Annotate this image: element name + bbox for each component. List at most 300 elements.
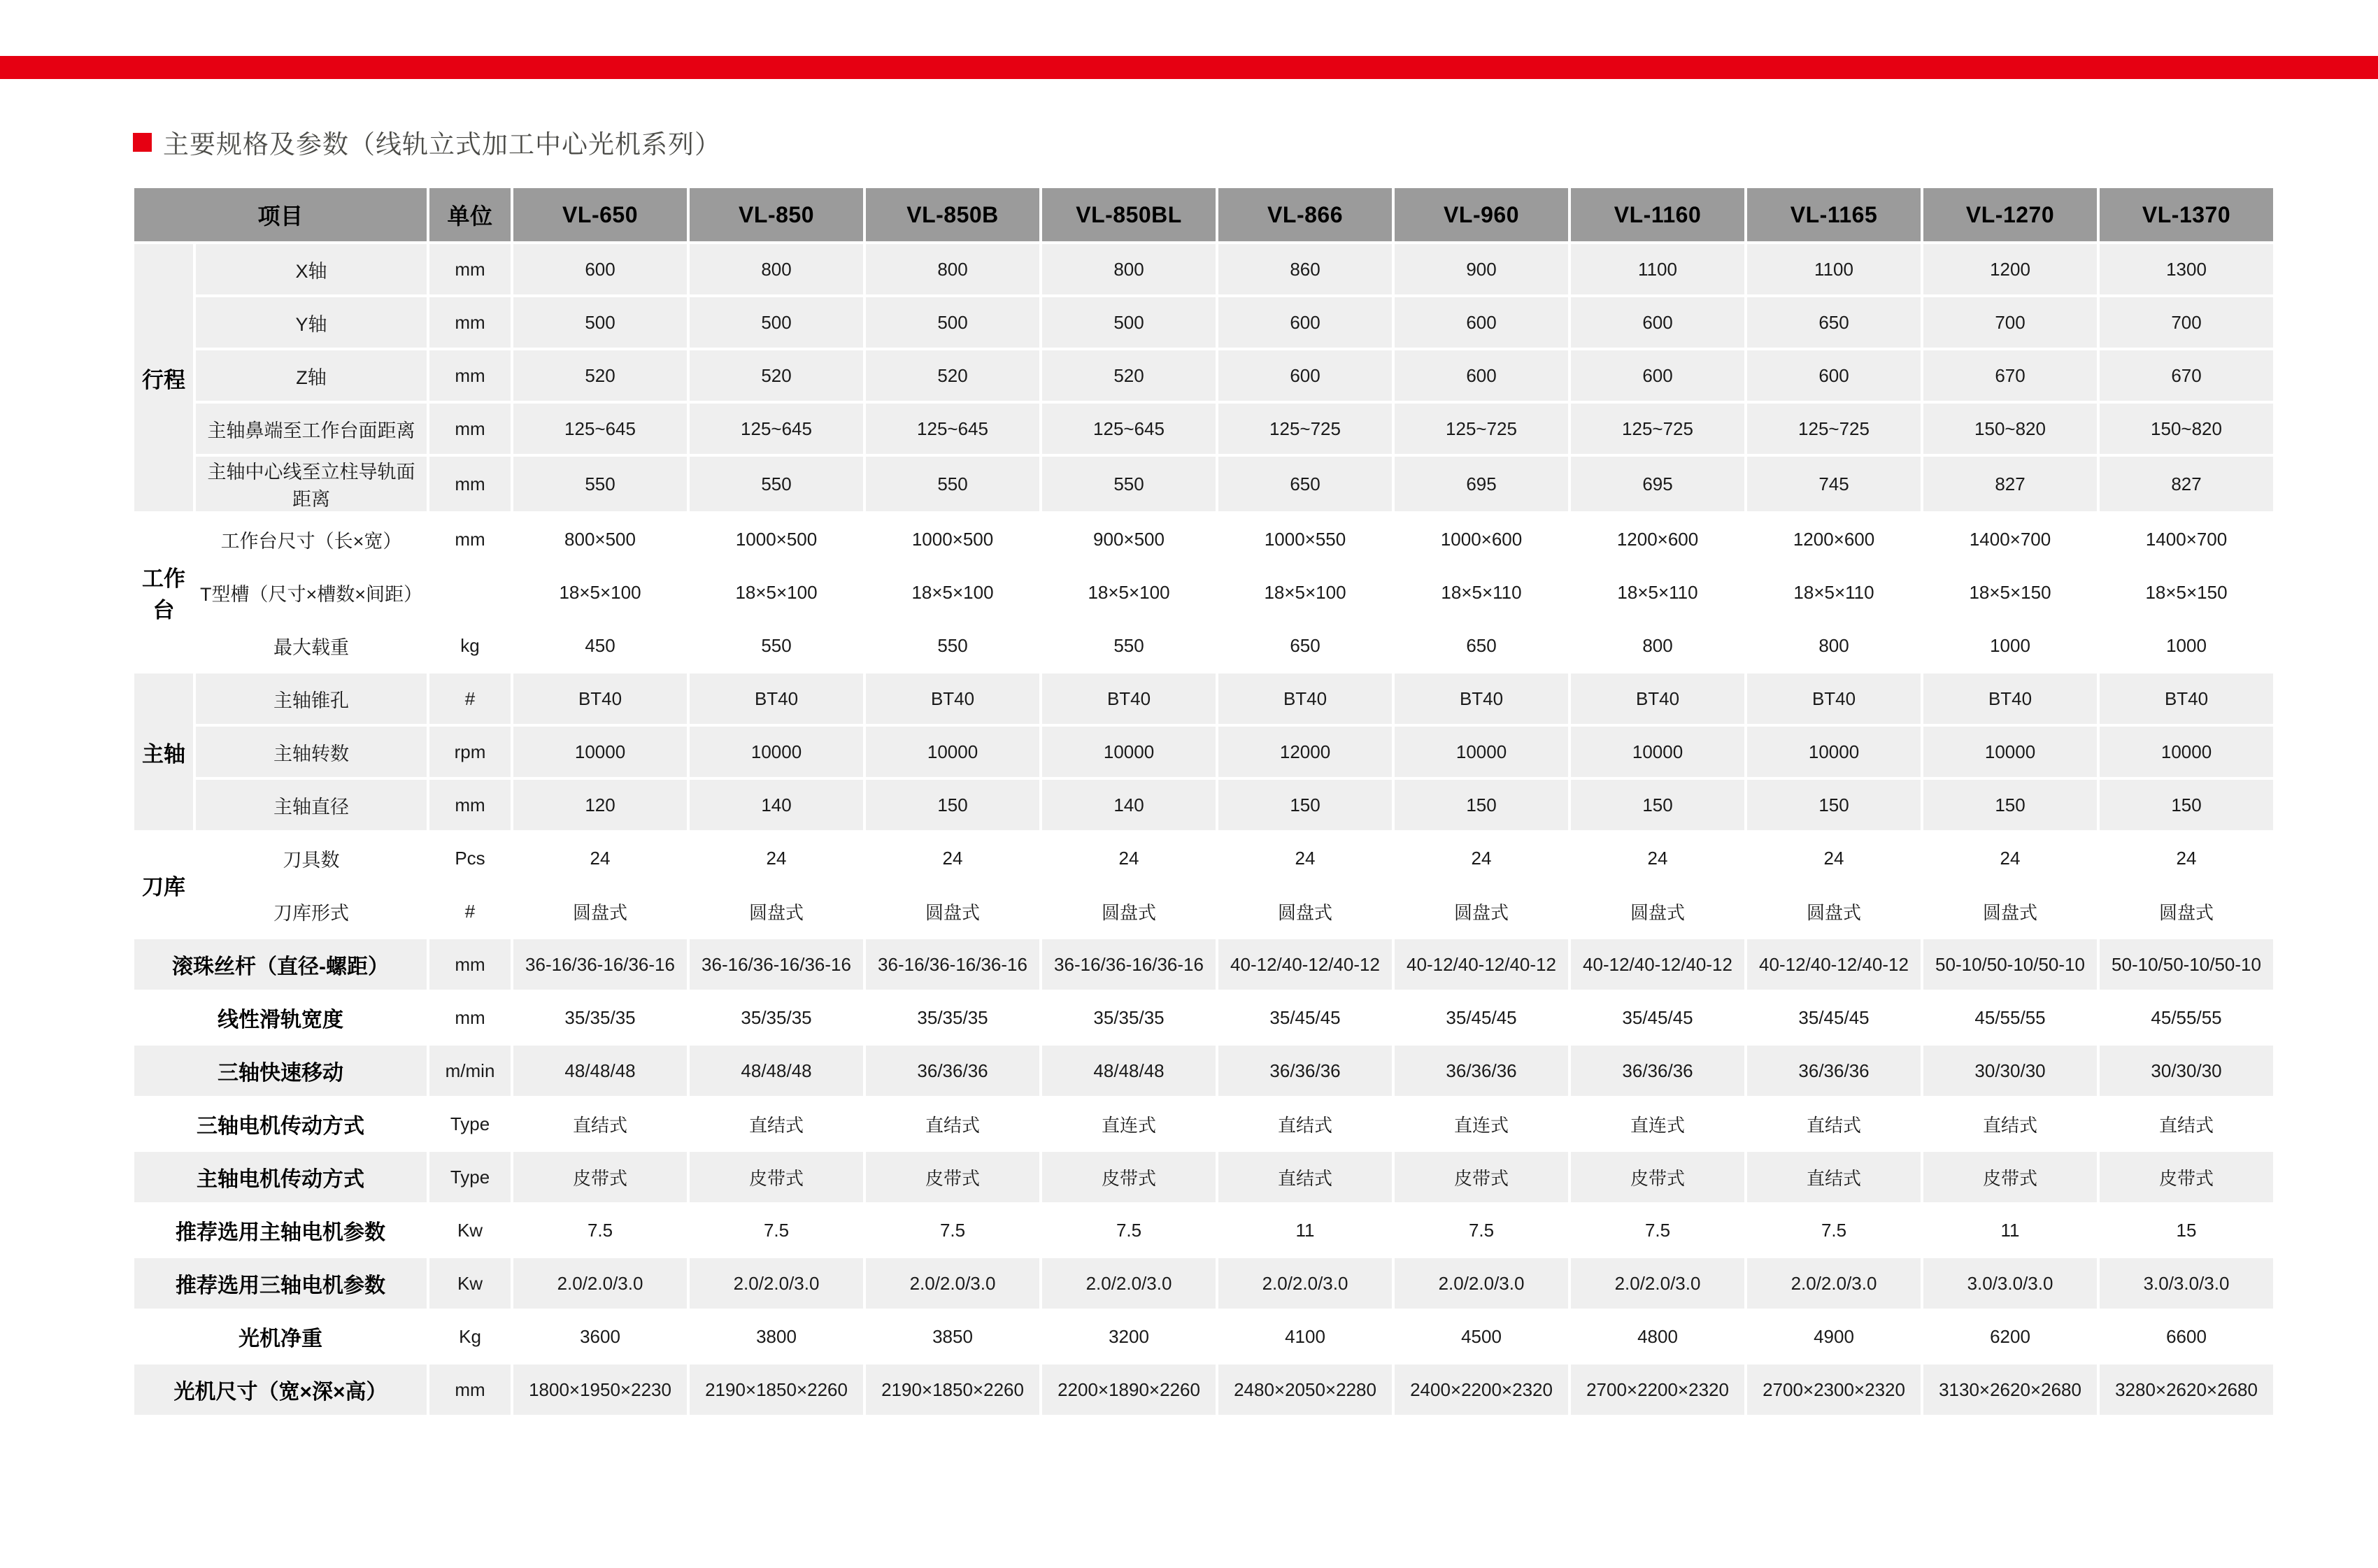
spec-cell: 125~645 bbox=[690, 404, 863, 454]
spec-cell: 皮带式 bbox=[1571, 1152, 1744, 1202]
spec-cell: 11 bbox=[1218, 1205, 1392, 1255]
spec-cell: 120 bbox=[513, 780, 687, 830]
spec-cell: 40-12/40-12/40-12 bbox=[1747, 939, 1921, 990]
spec-cell: 3.0/3.0/3.0 bbox=[1923, 1258, 2097, 1309]
spec-cell: 1400×700 bbox=[1923, 514, 2097, 564]
spec-cell: 35/45/45 bbox=[1571, 992, 1744, 1043]
spec-cell: 1000×500 bbox=[690, 514, 863, 564]
spec-cell: 670 bbox=[1923, 350, 2097, 401]
spec-cell: 150 bbox=[1747, 780, 1921, 830]
spec-cell: 150 bbox=[1218, 780, 1392, 830]
spec-cell: 2.0/2.0/3.0 bbox=[1571, 1258, 1744, 1309]
spec-cell: BT40 bbox=[1571, 673, 1744, 724]
spec-cell: 3.0/3.0/3.0 bbox=[2100, 1258, 2273, 1309]
spec-cell: 125~725 bbox=[1571, 404, 1744, 454]
unit-cell: mm bbox=[429, 457, 511, 511]
unit-cell: m/min bbox=[429, 1046, 511, 1096]
spec-cell: 1000×500 bbox=[866, 514, 1039, 564]
spec-cell: 3850 bbox=[866, 1311, 1039, 1362]
spec-cell: 皮带式 bbox=[866, 1152, 1039, 1202]
spec-cell: 直结式 bbox=[690, 1099, 863, 1149]
spec-cell: 24 bbox=[1218, 833, 1392, 883]
spec-cell: 4900 bbox=[1747, 1311, 1921, 1362]
spec-cell: 11 bbox=[1923, 1205, 2097, 1255]
spec-cell: 36/36/36 bbox=[866, 1046, 1039, 1096]
spec-cell: 圆盘式 bbox=[866, 886, 1039, 936]
spec-cell: 6200 bbox=[1923, 1311, 2097, 1362]
spec-cell: 24 bbox=[2100, 833, 2273, 883]
spec-cell: 520 bbox=[513, 350, 687, 401]
spec-cell: 皮带式 bbox=[513, 1152, 687, 1202]
spec-cell: 35/45/45 bbox=[1747, 992, 1921, 1043]
spec-cell: 600 bbox=[1571, 350, 1744, 401]
spec-cell: 直结式 bbox=[1218, 1152, 1392, 1202]
spec-cell: 1000 bbox=[2100, 620, 2273, 671]
spec-cell: 7.5 bbox=[866, 1205, 1039, 1255]
spec-cell: 7.5 bbox=[690, 1205, 863, 1255]
spec-cell: 36-16/36-16/36-16 bbox=[1042, 939, 1216, 990]
spec-cell: 550 bbox=[513, 457, 687, 511]
spec-cell: 600 bbox=[513, 244, 687, 294]
table-row bbox=[134, 350, 2273, 401]
row-label: X轴 bbox=[196, 244, 427, 294]
spec-cell: 10000 bbox=[1571, 727, 1744, 777]
spec-cell: 1000×600 bbox=[1395, 514, 1568, 564]
spec-cell: 18×5×100 bbox=[690, 567, 863, 618]
header-model: VL-1165 bbox=[1747, 188, 1921, 241]
table-row bbox=[134, 404, 2273, 454]
spec-cell: 直结式 bbox=[1923, 1099, 2097, 1149]
spec-cell: 直连式 bbox=[1395, 1099, 1568, 1149]
spec-cell: 7.5 bbox=[513, 1205, 687, 1255]
spec-cell: 35/45/45 bbox=[1218, 992, 1392, 1043]
spec-cell: 36/36/36 bbox=[1747, 1046, 1921, 1096]
spec-cell: 直结式 bbox=[1747, 1152, 1921, 1202]
spec-cell: 500 bbox=[866, 297, 1039, 348]
spec-cell: 圆盘式 bbox=[1218, 886, 1392, 936]
row-label: 推荐选用主轴电机参数 bbox=[134, 1205, 427, 1255]
spec-cell: 1200×600 bbox=[1747, 514, 1921, 564]
row-label: 三轴快速移动 bbox=[134, 1046, 427, 1096]
table-row bbox=[134, 886, 2273, 936]
spec-cell: 直结式 bbox=[513, 1099, 687, 1149]
spec-cell: 直结式 bbox=[1747, 1099, 1921, 1149]
spec-cell: 24 bbox=[1042, 833, 1216, 883]
group-label: 工作台 bbox=[134, 514, 193, 671]
spec-cell: 2.0/2.0/3.0 bbox=[1042, 1258, 1216, 1309]
spec-cell: 800 bbox=[866, 244, 1039, 294]
spec-cell: 10000 bbox=[1395, 727, 1568, 777]
spec-cell: 10000 bbox=[1042, 727, 1216, 777]
unit-cell: mm bbox=[429, 244, 511, 294]
spec-cell: BT40 bbox=[866, 673, 1039, 724]
spec-cell: 125~645 bbox=[513, 404, 687, 454]
spec-cell: 18×5×100 bbox=[513, 567, 687, 618]
unit-cell: mm bbox=[429, 350, 511, 401]
spec-cell: 650 bbox=[1747, 297, 1921, 348]
spec-cell: 30/30/30 bbox=[2100, 1046, 2273, 1096]
unit-cell: Kw bbox=[429, 1205, 511, 1255]
spec-cell: BT40 bbox=[1042, 673, 1216, 724]
unit-cell: rpm bbox=[429, 727, 511, 777]
spec-cell: 900×500 bbox=[1042, 514, 1216, 564]
spec-cell: 10000 bbox=[2100, 727, 2273, 777]
spec-cell: 2.0/2.0/3.0 bbox=[690, 1258, 863, 1309]
unit-cell: kg bbox=[429, 620, 511, 671]
spec-cell: 800 bbox=[1747, 620, 1921, 671]
spec-cell: BT40 bbox=[1923, 673, 2097, 724]
spec-cell: 直连式 bbox=[1042, 1099, 1216, 1149]
spec-cell: 12000 bbox=[1218, 727, 1392, 777]
spec-cell: 150 bbox=[1395, 780, 1568, 830]
spec-cell: 1300 bbox=[2100, 244, 2273, 294]
table-row bbox=[134, 1046, 2273, 1096]
spec-cell: 550 bbox=[690, 457, 863, 511]
header-model: VL-850B bbox=[866, 188, 1039, 241]
spec-cell: 4100 bbox=[1218, 1311, 1392, 1362]
unit-cell: mm bbox=[429, 404, 511, 454]
row-label: 最大载重 bbox=[196, 620, 427, 671]
row-label: T型槽（尺寸×槽数×间距） bbox=[196, 567, 427, 618]
spec-cell: 2.0/2.0/3.0 bbox=[1747, 1258, 1921, 1309]
spec-cell: 圆盘式 bbox=[2100, 886, 2273, 936]
spec-cell: 4500 bbox=[1395, 1311, 1568, 1362]
unit-cell: Pcs bbox=[429, 833, 511, 883]
group-label: 行程 bbox=[134, 244, 193, 511]
spec-cell: 125~725 bbox=[1395, 404, 1568, 454]
spec-cell: 550 bbox=[866, 620, 1039, 671]
spec-cell: 36/36/36 bbox=[1571, 1046, 1744, 1096]
spec-cell: 18×5×110 bbox=[1747, 567, 1921, 618]
spec-cell: 直结式 bbox=[1218, 1099, 1392, 1149]
spec-cell: 24 bbox=[1747, 833, 1921, 883]
spec-cell: 500 bbox=[513, 297, 687, 348]
spec-cell: 2480×2050×2280 bbox=[1218, 1364, 1392, 1415]
row-label: 光机净重 bbox=[134, 1311, 427, 1362]
unit-cell: mm bbox=[429, 514, 511, 564]
spec-cell: 520 bbox=[1042, 350, 1216, 401]
table-row bbox=[134, 1152, 2273, 1202]
header-model: VL-850BL bbox=[1042, 188, 1216, 241]
spec-cell: 40-12/40-12/40-12 bbox=[1395, 939, 1568, 990]
row-label: 主轴直径 bbox=[196, 780, 427, 830]
header-model: VL-1160 bbox=[1571, 188, 1744, 241]
spec-cell: 600 bbox=[1395, 297, 1568, 348]
spec-cell: 45/55/55 bbox=[2100, 992, 2273, 1043]
row-label: 主轴中心线至立柱导轨面距离 bbox=[196, 457, 427, 511]
spec-cell: 10000 bbox=[1747, 727, 1921, 777]
spec-cell: 2.0/2.0/3.0 bbox=[513, 1258, 687, 1309]
spec-cell: 18×5×110 bbox=[1571, 567, 1744, 618]
spec-cell: 48/48/48 bbox=[690, 1046, 863, 1096]
row-label: 光机尺寸（宽×深×高） bbox=[134, 1364, 427, 1415]
spec-cell: 600 bbox=[1218, 350, 1392, 401]
header-model: VL-1370 bbox=[2100, 188, 2273, 241]
table-row bbox=[134, 514, 2273, 564]
spec-cell: 35/45/45 bbox=[1395, 992, 1568, 1043]
row-label: 主轴锥孔 bbox=[196, 673, 427, 724]
spec-cell: 7.5 bbox=[1042, 1205, 1216, 1255]
table-row bbox=[134, 1311, 2273, 1362]
spec-cell: 50-10/50-10/50-10 bbox=[2100, 939, 2273, 990]
spec-cell: 10000 bbox=[690, 727, 863, 777]
table-header-row bbox=[134, 188, 2273, 241]
spec-cell: 1200 bbox=[1923, 244, 2097, 294]
row-label: 三轴电机传动方式 bbox=[134, 1099, 427, 1149]
spec-cell: 1400×700 bbox=[2100, 514, 2273, 564]
spec-cell: 18×5×150 bbox=[2100, 567, 2273, 618]
table-row bbox=[134, 833, 2273, 883]
row-label: Y轴 bbox=[196, 297, 427, 348]
spec-cell: 45/55/55 bbox=[1923, 992, 2097, 1043]
spec-cell: 800 bbox=[690, 244, 863, 294]
spec-cell: 皮带式 bbox=[1923, 1152, 2097, 1202]
spec-cell: 36-16/36-16/36-16 bbox=[866, 939, 1039, 990]
spec-cell: 7.5 bbox=[1571, 1205, 1744, 1255]
row-label: 线性滑轨宽度 bbox=[134, 992, 427, 1043]
spec-cell: 2700×2300×2320 bbox=[1747, 1364, 1921, 1415]
spec-cell: 125~725 bbox=[1747, 404, 1921, 454]
spec-cell: 6600 bbox=[2100, 1311, 2273, 1362]
spec-cell: 24 bbox=[1923, 833, 2097, 883]
spec-cell: 36-16/36-16/36-16 bbox=[690, 939, 863, 990]
spec-cell: 800×500 bbox=[513, 514, 687, 564]
table-row bbox=[134, 1258, 2273, 1309]
spec-cell: 500 bbox=[1042, 297, 1216, 348]
spec-cell: 550 bbox=[866, 457, 1039, 511]
spec-cell: BT40 bbox=[1218, 673, 1392, 724]
unit-cell: mm bbox=[429, 939, 511, 990]
spec-cell: 3130×2620×2680 bbox=[1923, 1364, 2097, 1415]
spec-cell: 圆盘式 bbox=[1747, 886, 1921, 936]
table-row bbox=[134, 620, 2273, 671]
spec-cell: 827 bbox=[2100, 457, 2273, 511]
spec-cell: 皮带式 bbox=[2100, 1152, 2273, 1202]
spec-cell: 24 bbox=[1571, 833, 1744, 883]
spec-cell: 500 bbox=[690, 297, 863, 348]
spec-cell: 550 bbox=[690, 620, 863, 671]
unit-cell: Type bbox=[429, 1152, 511, 1202]
spec-cell: 18×5×150 bbox=[1923, 567, 2097, 618]
spec-cell: 35/35/35 bbox=[513, 992, 687, 1043]
spec-cell: 1800×1950×2230 bbox=[513, 1364, 687, 1415]
spec-cell: 皮带式 bbox=[1395, 1152, 1568, 1202]
section-title-row bbox=[133, 124, 2378, 160]
table-row bbox=[134, 673, 2273, 724]
row-label: 刀库形式 bbox=[196, 886, 427, 936]
spec-cell: 36-16/36-16/36-16 bbox=[513, 939, 687, 990]
spec-cell: 40-12/40-12/40-12 bbox=[1571, 939, 1744, 990]
spec-cell: 圆盘式 bbox=[1042, 886, 1216, 936]
spec-cell: BT40 bbox=[2100, 673, 2273, 724]
row-label: 推荐选用三轴电机参数 bbox=[134, 1258, 427, 1309]
spec-cell: 直结式 bbox=[866, 1099, 1039, 1149]
table-row bbox=[134, 727, 2273, 777]
spec-cell: 35/35/35 bbox=[866, 992, 1039, 1043]
spec-cell: 650 bbox=[1218, 457, 1392, 511]
spec-cell: 直连式 bbox=[1571, 1099, 1744, 1149]
spec-cell: 150~820 bbox=[1923, 404, 2097, 454]
spec-cell: 1100 bbox=[1571, 244, 1744, 294]
spec-cell: 3280×2620×2680 bbox=[2100, 1364, 2273, 1415]
spec-cell: 24 bbox=[866, 833, 1039, 883]
spec-cell: 2190×1850×2260 bbox=[690, 1364, 863, 1415]
spec-cell: 36/36/36 bbox=[1395, 1046, 1568, 1096]
spec-cell: 2700×2200×2320 bbox=[1571, 1364, 1744, 1415]
spec-cell: 150 bbox=[1923, 780, 2097, 830]
spec-cell: 4800 bbox=[1571, 1311, 1744, 1362]
spec-cell: 35/35/35 bbox=[1042, 992, 1216, 1043]
unit-cell: mm bbox=[429, 992, 511, 1043]
spec-cell: 7.5 bbox=[1395, 1205, 1568, 1255]
spec-cell: 600 bbox=[1395, 350, 1568, 401]
table-row bbox=[134, 297, 2273, 348]
spec-cell: 10000 bbox=[866, 727, 1039, 777]
spec-cell: 24 bbox=[1395, 833, 1568, 883]
spec-cell: 150 bbox=[1571, 780, 1744, 830]
spec-cell: BT40 bbox=[1395, 673, 1568, 724]
top-accent-bar bbox=[0, 56, 2378, 79]
table-row bbox=[134, 939, 2273, 990]
spec-cell: 皮带式 bbox=[690, 1152, 863, 1202]
spec-cell: 圆盘式 bbox=[1571, 886, 1744, 936]
spec-cell: BT40 bbox=[513, 673, 687, 724]
spec-cell: 48/48/48 bbox=[513, 1046, 687, 1096]
spec-cell: 600 bbox=[1571, 297, 1744, 348]
spec-cell: 600 bbox=[1218, 297, 1392, 348]
header-model: VL-850 bbox=[690, 188, 863, 241]
spec-cell: 827 bbox=[1923, 457, 2097, 511]
table-row bbox=[134, 457, 2273, 511]
spec-cell: 35/35/35 bbox=[690, 992, 863, 1043]
spec-cell: 800 bbox=[1571, 620, 1744, 671]
spec-cell: 50-10/50-10/50-10 bbox=[1923, 939, 2097, 990]
spec-cell: 150~820 bbox=[2100, 404, 2273, 454]
header-item: 项目 bbox=[134, 188, 427, 241]
spec-cell: 700 bbox=[2100, 297, 2273, 348]
header-model: VL-650 bbox=[513, 188, 687, 241]
spec-cell: 550 bbox=[1042, 620, 1216, 671]
spec-cell: 圆盘式 bbox=[1395, 886, 1568, 936]
unit-cell: # bbox=[429, 673, 511, 724]
spec-cell: 1200×600 bbox=[1571, 514, 1744, 564]
row-label: 主轴电机传动方式 bbox=[134, 1152, 427, 1202]
spec-cell: 10000 bbox=[1923, 727, 2097, 777]
spec-cell: 3800 bbox=[690, 1311, 863, 1362]
spec-cell: 圆盘式 bbox=[1923, 886, 2097, 936]
spec-cell: 150 bbox=[2100, 780, 2273, 830]
unit-cell: mm bbox=[429, 297, 511, 348]
spec-cell: 450 bbox=[513, 620, 687, 671]
spec-cell: BT40 bbox=[1747, 673, 1921, 724]
spec-cell: 18×5×100 bbox=[1042, 567, 1216, 618]
unit-cell: Kw bbox=[429, 1258, 511, 1309]
row-label: 刀具数 bbox=[196, 833, 427, 883]
group-label: 主轴 bbox=[134, 673, 193, 830]
spec-cell: 2200×1890×2260 bbox=[1042, 1364, 1216, 1415]
header-model: VL-960 bbox=[1395, 188, 1568, 241]
unit-cell: mm bbox=[429, 1364, 511, 1415]
spec-cell: 800 bbox=[1042, 244, 1216, 294]
table-row bbox=[134, 780, 2273, 830]
spec-cell: 15 bbox=[2100, 1205, 2273, 1255]
table-row bbox=[134, 244, 2273, 294]
spec-cell: 125~725 bbox=[1218, 404, 1392, 454]
title-bullet-square-icon bbox=[133, 133, 152, 152]
spec-cell: 2.0/2.0/3.0 bbox=[1218, 1258, 1392, 1309]
spec-cell: 745 bbox=[1747, 457, 1921, 511]
row-label: 工作台尺寸（长×宽） bbox=[196, 514, 427, 564]
spec-cell: 1100 bbox=[1747, 244, 1921, 294]
unit-cell: # bbox=[429, 886, 511, 936]
spec-cell: 2400×2200×2320 bbox=[1395, 1364, 1568, 1415]
spec-cell: 10000 bbox=[513, 727, 687, 777]
spec-cell: 直结式 bbox=[2100, 1099, 2273, 1149]
unit-cell: Type bbox=[429, 1099, 511, 1149]
spec-cell: 2190×1850×2260 bbox=[866, 1364, 1039, 1415]
spec-cell: 650 bbox=[1395, 620, 1568, 671]
spec-cell: 皮带式 bbox=[1042, 1152, 1216, 1202]
spec-cell: 24 bbox=[513, 833, 687, 883]
spec-cell: 670 bbox=[2100, 350, 2273, 401]
spec-cell: 695 bbox=[1571, 457, 1744, 511]
spec-cell: 140 bbox=[690, 780, 863, 830]
table-row bbox=[134, 992, 2273, 1043]
page-title: 主要规格及参数（线轨立式加工中心光机系列） bbox=[163, 130, 721, 159]
spec-cell: 700 bbox=[1923, 297, 2097, 348]
spec-cell: 圆盘式 bbox=[690, 886, 863, 936]
table-row bbox=[134, 1205, 2273, 1255]
spec-cell: 520 bbox=[690, 350, 863, 401]
row-label: 主轴转数 bbox=[196, 727, 427, 777]
spec-cell: 3200 bbox=[1042, 1311, 1216, 1362]
table-row bbox=[134, 567, 2273, 618]
spec-cell: 125~645 bbox=[1042, 404, 1216, 454]
table-row bbox=[134, 1099, 2273, 1149]
spec-cell: 1000×550 bbox=[1218, 514, 1392, 564]
spec-cell: 40-12/40-12/40-12 bbox=[1218, 939, 1392, 990]
spec-cell: 48/48/48 bbox=[1042, 1046, 1216, 1096]
row-label: 主轴鼻端至工作台面距离 bbox=[196, 404, 427, 454]
header-model: VL-1270 bbox=[1923, 188, 2097, 241]
table-row bbox=[134, 1364, 2273, 1415]
spec-cell: 18×5×100 bbox=[1218, 567, 1392, 618]
spec-cell: 550 bbox=[1042, 457, 1216, 511]
spec-cell: 24 bbox=[690, 833, 863, 883]
spec-cell: 18×5×100 bbox=[866, 567, 1039, 618]
spec-cell: 36/36/36 bbox=[1218, 1046, 1392, 1096]
spec-cell: 140 bbox=[1042, 780, 1216, 830]
spec-cell: 600 bbox=[1747, 350, 1921, 401]
unit-cell: mm bbox=[429, 780, 511, 830]
header-unit: 单位 bbox=[429, 188, 511, 241]
spec-cell: 2.0/2.0/3.0 bbox=[866, 1258, 1039, 1309]
spec-cell: 900 bbox=[1395, 244, 1568, 294]
spec-cell: 1000 bbox=[1923, 620, 2097, 671]
row-label: 滚珠丝杆（直径-螺距） bbox=[134, 939, 427, 990]
spec-cell: 695 bbox=[1395, 457, 1568, 511]
spec-cell: 圆盘式 bbox=[513, 886, 687, 936]
group-label: 刀库 bbox=[134, 833, 193, 936]
spec-cell: 30/30/30 bbox=[1923, 1046, 2097, 1096]
spec-cell: 860 bbox=[1218, 244, 1392, 294]
spec-cell: 650 bbox=[1218, 620, 1392, 671]
header-model: VL-866 bbox=[1218, 188, 1392, 241]
spec-cell: 7.5 bbox=[1747, 1205, 1921, 1255]
unit-cell bbox=[429, 567, 511, 618]
spec-cell: BT40 bbox=[690, 673, 863, 724]
spec-cell: 3600 bbox=[513, 1311, 687, 1362]
